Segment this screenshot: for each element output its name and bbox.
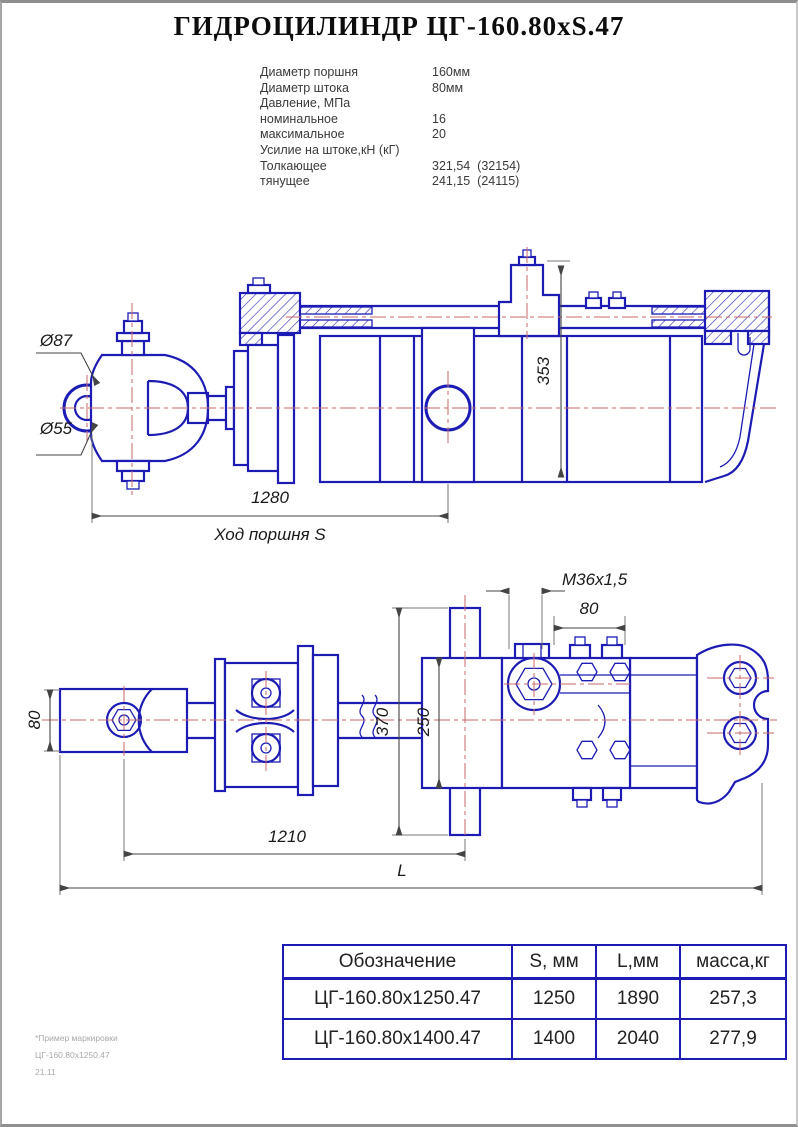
page-title: ГИДРОЦИЛИНДР ЦГ-160.80xS.47 <box>173 11 625 41</box>
spec-label: тянущее <box>260 174 310 189</box>
spec-value: 321,54 (32154) <box>432 158 521 173</box>
dim-trunnion-span: 370 <box>373 707 392 737</box>
footnote-line: *Пример маркировки <box>35 1033 118 1043</box>
spec-value: 241,15 (24115) <box>432 174 520 189</box>
spec-label: Толкающее <box>260 158 327 173</box>
cylinder-barrel <box>320 336 702 482</box>
dim-eye-width: 80 <box>25 710 44 730</box>
dim-eye-outer: Ø87 <box>40 331 73 350</box>
table-cell-designation: ЦГ-160.80х1400.47 <box>283 1019 512 1059</box>
trunnion-block <box>422 658 502 788</box>
table-header-stroke: S, мм <box>512 945 596 979</box>
spec-label: номинальное <box>260 111 338 126</box>
spec-label: Усилие на штоке,кН (кГ) <box>260 142 400 157</box>
table-header-row <box>283 945 786 979</box>
side-view-drawing <box>36 247 777 544</box>
spec-label: Диаметр поршня <box>260 65 359 79</box>
table-cell-designation: ЦГ-160.80х1250.47 <box>283 979 512 1020</box>
dim-total-length: L <box>397 861 407 880</box>
table-cell-mass: 277,9 <box>680 1019 786 1059</box>
table-header-length: L,мм <box>596 945 680 979</box>
marking-footnote <box>35 1031 118 1082</box>
dim-stroke-label: Ход поршня S <box>214 525 326 544</box>
dim-port-spacing: 80 <box>579 599 599 618</box>
rear-cap <box>705 291 769 331</box>
table-header-designation: Обозначение <box>283 945 512 979</box>
table-cell-length: 2040 <box>596 1019 680 1059</box>
footnote-line: 21.11 <box>35 1067 56 1077</box>
size-table <box>282 944 787 1060</box>
port-tower <box>499 265 559 336</box>
footnote-line: ЦГ-160.80х1250.47 <box>35 1050 110 1060</box>
dim-port-thread: M36x1,5 <box>562 570 628 589</box>
table-cell-stroke: 1400 <box>512 1019 596 1059</box>
spec-value: 80мм <box>432 80 464 95</box>
top-view-drawing <box>25 570 777 895</box>
spec-label: Диаметр штока <box>260 80 349 95</box>
gland-block <box>240 293 300 333</box>
dim-port-height: 353 <box>534 356 553 386</box>
dim-body-width: 250 <box>414 707 433 737</box>
spec-value: 16 <box>432 111 446 126</box>
table-cell-mass: 257,3 <box>680 979 786 1020</box>
dim-stroke-value: 1280 <box>251 488 289 507</box>
table-cell-stroke: 1250 <box>512 979 596 1020</box>
table-row <box>283 1019 786 1059</box>
table-cell-length: 1890 <box>596 979 680 1020</box>
dim-eye-to-trunnion: 1210 <box>268 827 306 846</box>
dim-eye-inner: Ø55 <box>40 419 73 438</box>
table-header-mass: масса,кг <box>680 945 786 979</box>
spec-value: 20 <box>432 127 446 142</box>
spec-value: 160мм <box>432 65 471 79</box>
spec-label: Давление, МПа <box>260 96 351 111</box>
table-row <box>283 979 786 1020</box>
valve-block <box>502 658 630 788</box>
spec-label: максимальное <box>260 127 345 142</box>
